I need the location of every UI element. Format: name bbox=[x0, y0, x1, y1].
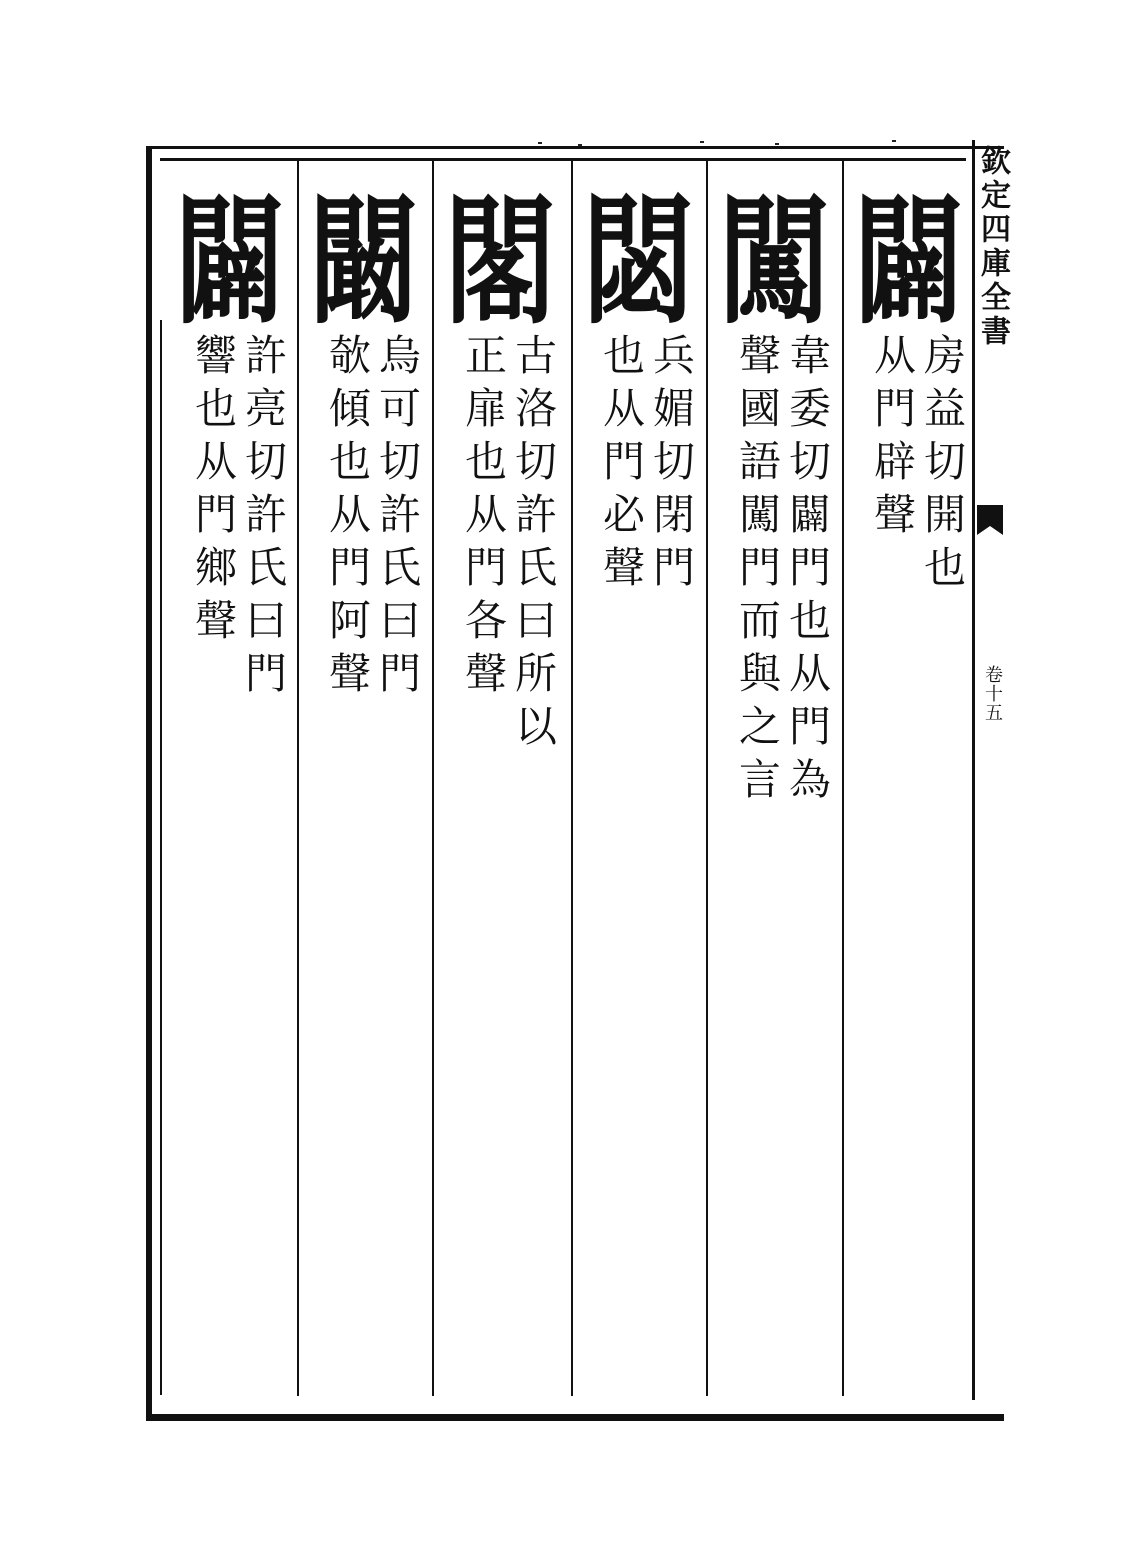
gloss-line: 也从門必聲 bbox=[597, 333, 646, 598]
entry-gloss bbox=[458, 333, 558, 757]
column-divider bbox=[571, 158, 573, 1396]
column-divider bbox=[432, 158, 434, 1396]
seal-script-headword: 閟 bbox=[582, 179, 694, 344]
top-rule bbox=[160, 158, 966, 161]
gloss-line: 烏可切許氏曰門 bbox=[373, 333, 422, 704]
gloss-line: 韋委切闢門也从門為 bbox=[783, 333, 832, 810]
seal-script-headword: 闢 bbox=[174, 179, 286, 344]
dictionary-entry bbox=[436, 165, 564, 1385]
gloss-line: 古洛切許氏曰所以 bbox=[509, 333, 558, 757]
entry-gloss bbox=[732, 333, 832, 810]
gloss-line: 聲國語闖門而與之言 bbox=[733, 333, 782, 810]
gloss-line: 響也从門鄉聲 bbox=[189, 333, 238, 651]
seal-script-headword: 闖 bbox=[718, 179, 830, 344]
column-divider bbox=[842, 158, 844, 1396]
dictionary-entry bbox=[300, 165, 428, 1385]
volume-label: 卷十五 bbox=[982, 665, 1003, 722]
dictionary-entry bbox=[574, 165, 702, 1385]
gloss-line: 許亮切許氏曰門 bbox=[239, 333, 288, 704]
gloss-line: 从門辟聲 bbox=[868, 333, 917, 545]
book-title: 欽定四庫全書 bbox=[975, 145, 1010, 349]
inner-left-rule bbox=[160, 320, 162, 1395]
entry-gloss bbox=[322, 333, 422, 704]
ink-specks bbox=[500, 138, 920, 148]
entry-gloss bbox=[596, 333, 696, 598]
column-divider bbox=[706, 158, 708, 1396]
gloss-line: 欹傾也从門阿聲 bbox=[323, 333, 372, 704]
gloss-line: 正扉也从門各聲 bbox=[459, 333, 508, 704]
column-divider bbox=[297, 158, 299, 1396]
entry-gloss bbox=[188, 333, 288, 704]
dictionary-entry bbox=[166, 165, 294, 1385]
seal-script-headword: 閣 bbox=[444, 179, 556, 344]
gloss-line: 房益切開也 bbox=[918, 333, 967, 598]
gloss-line: 兵媚切閉門 bbox=[647, 333, 696, 598]
dictionary-entry bbox=[710, 165, 838, 1385]
seal-script-headword: 闢 bbox=[853, 179, 965, 344]
dictionary-entry bbox=[845, 165, 973, 1385]
seal-script-headword: 闞 bbox=[308, 179, 420, 344]
entry-gloss bbox=[867, 333, 967, 598]
